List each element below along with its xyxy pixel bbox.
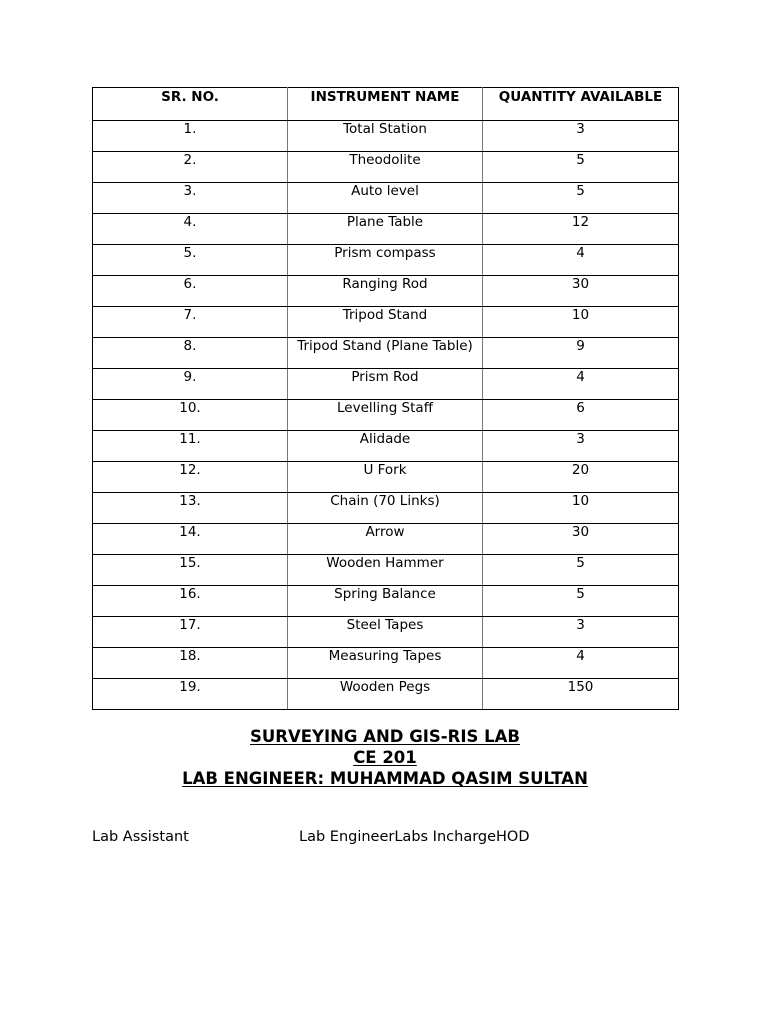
cell-instrument-name: Arrow <box>288 524 483 555</box>
cell-quantity: 30 <box>483 276 679 307</box>
table-row <box>93 121 679 152</box>
cell-sr-no: 17. <box>93 617 288 648</box>
cell-quantity: 20 <box>483 462 679 493</box>
cell-instrument-name: Prism Rod <box>288 369 483 400</box>
lab-engineer-line <box>92 768 678 789</box>
cell-quantity: 9 <box>483 338 679 369</box>
table-row <box>93 617 679 648</box>
cell-sr-no: 6. <box>93 276 288 307</box>
cell-sr-no: 14. <box>93 524 288 555</box>
cell-sr-no: 4. <box>93 214 288 245</box>
cell-instrument-name: Prism compass <box>288 245 483 276</box>
cell-quantity: 10 <box>483 307 679 338</box>
table-row <box>93 152 679 183</box>
table-row <box>93 555 679 586</box>
cell-sr-no: 11. <box>93 431 288 462</box>
cell-sr-no: 15. <box>93 555 288 586</box>
cell-sr-no: 1. <box>93 121 288 152</box>
cell-quantity: 6 <box>483 400 679 431</box>
course-code <box>92 747 678 768</box>
cell-instrument-name: Steel Tapes <box>288 617 483 648</box>
cell-quantity: 12 <box>483 214 679 245</box>
cell-instrument-name: Theodolite <box>288 152 483 183</box>
cell-quantity: 4 <box>483 245 679 276</box>
cell-sr-no: 19. <box>93 679 288 710</box>
cell-sr-no: 3. <box>93 183 288 214</box>
cell-quantity: 5 <box>483 183 679 214</box>
cell-instrument-name: Chain (70 Links) <box>288 493 483 524</box>
cell-instrument-name: Auto level <box>288 183 483 214</box>
signature-lab-assistant: Lab Assistant <box>92 829 189 845</box>
cell-quantity: 3 <box>483 121 679 152</box>
table-row <box>93 338 679 369</box>
cell-quantity: 3 <box>483 431 679 462</box>
cell-quantity: 10 <box>483 493 679 524</box>
cell-instrument-name: Spring Balance <box>288 586 483 617</box>
table-row <box>93 431 679 462</box>
table-row <box>93 493 679 524</box>
table-row <box>93 276 679 307</box>
cell-quantity: 4 <box>483 369 679 400</box>
header-sr-no: SR. NO. <box>93 88 288 121</box>
lab-title <box>92 726 678 747</box>
cell-instrument-name: Measuring Tapes <box>288 648 483 679</box>
document-footer-titles <box>92 726 678 789</box>
cell-instrument-name: Tripod Stand <box>288 307 483 338</box>
cell-sr-no: 8. <box>93 338 288 369</box>
table-row <box>93 245 679 276</box>
signature-engineer-incharge-hod: Lab EngineerLabs InchargeHOD <box>299 829 530 845</box>
cell-instrument-name: Levelling Staff <box>288 400 483 431</box>
table-row <box>93 679 679 710</box>
table-row <box>93 214 679 245</box>
cell-instrument-name: Tripod Stand (Plane Table) <box>288 338 483 369</box>
cell-sr-no: 5. <box>93 245 288 276</box>
header-quantity-available: QUANTITY AVAILABLE <box>483 88 679 121</box>
table-body <box>93 121 679 710</box>
lab-engineer-text: LAB ENGINEER: MUHAMMAD QASIM SULTAN <box>182 769 588 788</box>
cell-sr-no: 13. <box>93 493 288 524</box>
cell-instrument-name: Plane Table <box>288 214 483 245</box>
course-code-text: CE 201 <box>353 748 417 767</box>
header-instrument-name: INSTRUMENT NAME <box>288 88 483 121</box>
cell-quantity: 4 <box>483 648 679 679</box>
table-row <box>93 400 679 431</box>
cell-sr-no: 9. <box>93 369 288 400</box>
cell-sr-no: 2. <box>93 152 288 183</box>
table-row <box>93 307 679 338</box>
cell-instrument-name: Ranging Rod <box>288 276 483 307</box>
cell-quantity: 150 <box>483 679 679 710</box>
cell-quantity: 30 <box>483 524 679 555</box>
cell-instrument-name: Alidade <box>288 431 483 462</box>
cell-quantity: 5 <box>483 555 679 586</box>
cell-instrument-name: Total Station <box>288 121 483 152</box>
cell-sr-no: 10. <box>93 400 288 431</box>
lab-title-text: SURVEYING AND GIS-RIS LAB <box>250 727 520 746</box>
table-row <box>93 462 679 493</box>
table-row <box>93 648 679 679</box>
cell-instrument-name: Wooden Pegs <box>288 679 483 710</box>
table-row <box>93 586 679 617</box>
table-row <box>93 183 679 214</box>
instrument-inventory-table <box>92 87 679 710</box>
cell-sr-no: 7. <box>93 307 288 338</box>
cell-quantity: 3 <box>483 617 679 648</box>
cell-sr-no: 18. <box>93 648 288 679</box>
cell-sr-no: 12. <box>93 462 288 493</box>
cell-instrument-name: U Fork <box>288 462 483 493</box>
table-row <box>93 369 679 400</box>
table-header-row <box>93 88 679 121</box>
cell-quantity: 5 <box>483 152 679 183</box>
cell-sr-no: 16. <box>93 586 288 617</box>
table-row <box>93 524 679 555</box>
cell-instrument-name: Wooden Hammer <box>288 555 483 586</box>
cell-quantity: 5 <box>483 586 679 617</box>
